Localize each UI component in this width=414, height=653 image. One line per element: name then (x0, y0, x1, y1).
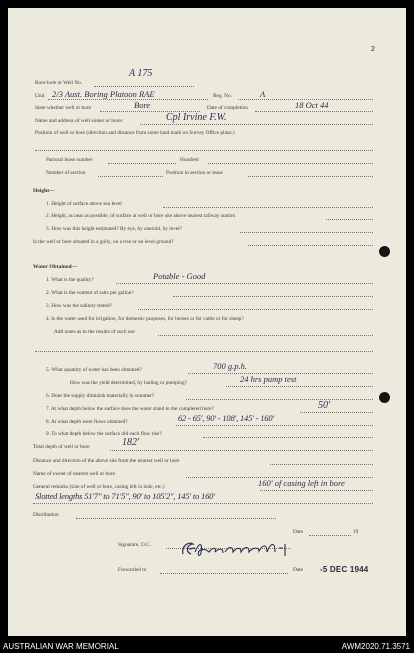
height-heading: Height— (33, 188, 55, 194)
water-q2-line (173, 296, 373, 297)
reg-no-label: Reg. No. (213, 93, 232, 99)
completion-line (255, 111, 373, 112)
record-sheet (8, 8, 406, 636)
position-section-line (248, 176, 373, 177)
sinker-line (140, 124, 373, 125)
unit-label: Unit (35, 93, 45, 99)
total-depth-value: 182' (122, 437, 140, 448)
height-q2: 2. Height, as near as possible, of surface at well or bore site above nearest railway station (46, 213, 236, 219)
completion-value: 18 Oct 44 (295, 100, 329, 110)
water-q3: 3. How was the salinity tested? (46, 303, 112, 309)
water-q4b-line (158, 335, 373, 336)
borehole-line (94, 86, 194, 87)
water-q5: 5. What quantity of water has been obtained? (46, 367, 142, 373)
water-q1-line (116, 283, 373, 284)
position-line (35, 150, 373, 151)
height-q4-line (248, 245, 373, 246)
total-depth-label: Total depth of well or bore (33, 444, 90, 450)
section-line (98, 176, 163, 177)
remarks-label: General remarks (size of well or bore, casing left in hole, etc.) (33, 484, 165, 490)
height-q1-line (163, 207, 373, 208)
year-suffix: 19 (353, 529, 359, 535)
distance-label: Distance and direction of the above site from the nearest well or bore (33, 458, 180, 464)
water-q1: 1. What is the quality? (46, 277, 94, 283)
pastoral-label: Pastoral lease number (46, 157, 93, 163)
punch-hole-lower (379, 392, 390, 403)
height-q2-line (326, 219, 373, 220)
unit-value: 2/3 Aust. Boring Platoon RAE (52, 89, 155, 99)
remarks-value-1: 160' of casing left in bore (258, 478, 345, 488)
water-a5b: 24 hrs pump test (240, 374, 297, 384)
borehole-value: A 175 (129, 68, 153, 79)
total-depth-line (110, 450, 373, 451)
water-a1: Potable - Good (153, 271, 206, 281)
water-q6: 6. Does the supply diminish materially in summer? (46, 393, 155, 399)
water-q5b-line (226, 386, 373, 387)
water-q7: 7. At what depth below the surface does the water stand in the completed bore? (46, 406, 214, 412)
height-q3-line (240, 232, 373, 233)
water-q2: 2. What is the content of salts per gallon? (46, 290, 134, 296)
water-q5b: How was the yield determined, by bailing or pumping? (70, 380, 187, 386)
position-label: Position of well or bore (direction and distance from some land mark on Survey Office plans.) (35, 130, 235, 136)
distance-line (270, 464, 373, 465)
footer-institution: AUSTRALIAN WAR MEMORIAL (3, 642, 119, 651)
completion-label: Date of completion (207, 105, 248, 111)
water-q4b: Add notes as to the results of such use (54, 329, 135, 335)
footer-accession-number: AWM2020.71.3571 (341, 642, 410, 651)
section-label: Number of section (46, 170, 86, 176)
hundred-label: Hundred (180, 157, 199, 163)
water-q9-line (203, 437, 373, 438)
distribution-label: Distribution (33, 512, 59, 518)
sinker-value: Cpl Irvine F.W. (166, 112, 227, 123)
water-q8-line (176, 425, 373, 426)
punch-hole-upper (379, 246, 390, 257)
pastoral-line (108, 163, 176, 164)
reg-no-value: A (260, 89, 266, 99)
date-line (309, 535, 351, 536)
received-date-stamp: -5 DEC 1944 (320, 565, 369, 574)
height-q1: 1. Height of surface above sea level (46, 201, 122, 207)
water-a5: 700 g.p.h. (213, 361, 247, 371)
water-q4: 4. Is the water used for irrigation, for domestic purposes, for horses or for cattle or for sheep? (46, 316, 244, 322)
remarks-value-2: Slotted lengths 51'7" to 71'5", 90' to 105'2", 145' to 160' (35, 491, 215, 501)
signature-label: Signature, O.C. (118, 542, 151, 548)
distribution-line (76, 518, 276, 519)
water-q3-line (138, 309, 373, 310)
water-heading: Water Obtained— (33, 264, 78, 270)
state-value: Bore (134, 100, 151, 110)
water-notes-line (35, 351, 373, 352)
owner-label: Name of owner of nearest well or bore (33, 471, 115, 477)
height-q3: 3. How was this height estimated? By eye, by aneroid, by level? (46, 226, 182, 232)
date2-label: Date (293, 567, 303, 573)
borehole-label: Bore-hole or Well No. (35, 80, 83, 86)
unit-line (48, 99, 208, 100)
water-q7-line (300, 412, 373, 413)
water-a8: 62 - 65', 90' - 108', 145' - 160' (178, 413, 274, 423)
water-q8: 8. At what depth were flows obtained? (46, 419, 128, 425)
state-label: State whether well or bore (35, 105, 91, 111)
date-label: Date (293, 529, 303, 535)
reference-number: 2 (371, 46, 375, 53)
position-section-label: Position in section or lease (166, 170, 223, 176)
signature-image (179, 538, 294, 560)
height-q4: Is the well or bore situated in a gully, on a rise or on level ground? (33, 239, 174, 245)
water-q6-line (186, 399, 373, 400)
water-q9: 9. To what depth below the surface did each flow rise? (46, 431, 162, 437)
sinker-label: Name and address of well sinker or borer (35, 118, 123, 124)
remarks-line-2 (33, 503, 373, 504)
water-a7: 50' (318, 400, 331, 411)
hundred-line (208, 163, 373, 164)
remarks-line (260, 490, 373, 491)
forwarded-label: Forwarded to (118, 567, 147, 573)
forwarded-line (160, 573, 288, 574)
